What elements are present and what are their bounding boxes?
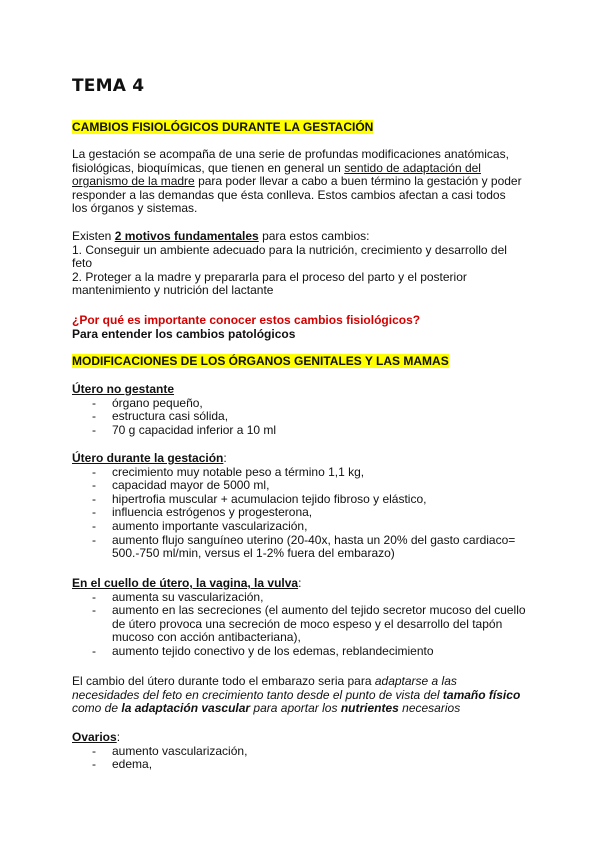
list-item: - aumento flujo sanguíneo uterino (20-40x, hasta un 20% del gasto cardiaco= 500.-750 ml/min, versus el 1-2% fuera del embarazo) (72, 534, 532, 561)
question-block (72, 314, 532, 341)
intro-paragraph (72, 148, 522, 216)
cambio-bold-italic-2: la adaptación vascular (121, 701, 251, 716)
cambio-paragraph (72, 675, 527, 716)
list-item: - aumento vascularización, (72, 745, 532, 759)
answer-text: Para entender los cambios patológicos (72, 326, 296, 341)
list-item: - edema, (72, 758, 532, 772)
motivos-paragraph (72, 230, 522, 298)
list-item: - aumento tejido conectivo y de los edemas, reblandecimiento (72, 645, 532, 659)
page-title: TEMA 4 (72, 76, 145, 96)
list-item: - aumento en las secreciones (el aumento del tejido secretor mucoso del cuello de útero provoca una secreción de moco espeso y el desarrollo del tapón mucoso con acción antibacteriana), (72, 604, 532, 645)
list-item: - órgano pequeño, (72, 397, 532, 411)
utero-ges-heading: Útero durante la gestación (72, 451, 224, 465)
motivos-bold: 2 motivos fundamentales (114, 229, 259, 243)
question-text: ¿Por qué es importante conocer estos cambios fisiológicos? (72, 313, 421, 327)
cambio-text-1: El cambio del útero durante todo el embarazo seria para (72, 674, 375, 688)
list-item: - aumenta su vascularización, (72, 591, 532, 605)
colon: : (223, 451, 227, 465)
cambio-bold-italic-1: tamaño físico (442, 687, 521, 702)
colon: : (298, 576, 302, 590)
ovarios-list (72, 745, 532, 772)
section-heading-cambios (72, 121, 532, 135)
cambio-italic-2: como de (72, 701, 122, 716)
cambio-italic-3: para aportar los (250, 701, 341, 716)
list-item: - aumento importante vascularización, (72, 520, 532, 534)
highlighted-heading: MODIFICACIONES DE LOS ÓRGANOS GENITALES Y LAS MAMAS (72, 354, 449, 368)
ovarios (72, 731, 532, 772)
motivos-text-1: Existen (72, 229, 115, 243)
cambio-bold-italic-3: nutrientes (340, 701, 399, 716)
cambio-italic-1: adaptarse a las necesidades del feto en crecimiento tanto desde el punto de vista del (72, 674, 457, 702)
list-item: - estructura casi sólida, (72, 410, 532, 424)
utero-ges-list (72, 466, 532, 561)
utero-gestacion (72, 452, 532, 561)
cuello-list (72, 591, 532, 659)
list-item: - hipertrofia muscular + acumulacion tejido fibroso y elástico, (72, 493, 532, 507)
motivos-line (72, 230, 522, 244)
intro-text-3: para poder llevar a cabo a buen término la gestación y poder responder a las demandas que ésta conlleva. Estos cambios afectan a casi todos los órganos y sistemas. (72, 174, 522, 216)
ovarios-heading: Ovarios (72, 730, 117, 744)
motivo-item-2: 2. Proteger a la madre y prepararla para el proceso del parto y el posterior mantenimiento y nutrición del lactante (72, 269, 467, 298)
utero-no-gestante (72, 383, 532, 437)
list-item: - crecimiento muy notable peso a término 1,1 kg, (72, 466, 532, 480)
section-heading-modificaciones (72, 355, 532, 369)
highlighted-heading: CAMBIOS FISIOLÓGICOS DURANTE LA GESTACIÓN (72, 120, 374, 134)
motivos-text-3: para estos cambios: (258, 229, 370, 243)
intro-text-1: La gestación se acompaña de una serie de profundas modificaciones anatómicas, fisiológicas, bioquímicas, que tienen en general un (72, 147, 509, 175)
cambio-italic-4: necesarios (398, 701, 461, 716)
utero-no-list (72, 397, 532, 438)
motivo-item-1: 1. Conseguir un ambiente adecuado para la nutrición, crecimiento y desarrollo del feto (72, 242, 507, 271)
list-item: - capacidad mayor de 5000 ml, (72, 479, 532, 493)
intro-underlined: sentido de adaptación del organismo de la madre (72, 160, 481, 189)
cuello-utero (72, 577, 532, 659)
list-item: - 70 g capacidad inferior a 10 ml (72, 424, 532, 438)
colon: : (116, 730, 121, 744)
list-item: - influencia estrógenos y progesterona, (72, 506, 532, 520)
utero-no-heading: Útero no gestante (72, 382, 175, 396)
cuello-heading: En el cuello de útero, la vagina, la vulva (72, 576, 299, 590)
